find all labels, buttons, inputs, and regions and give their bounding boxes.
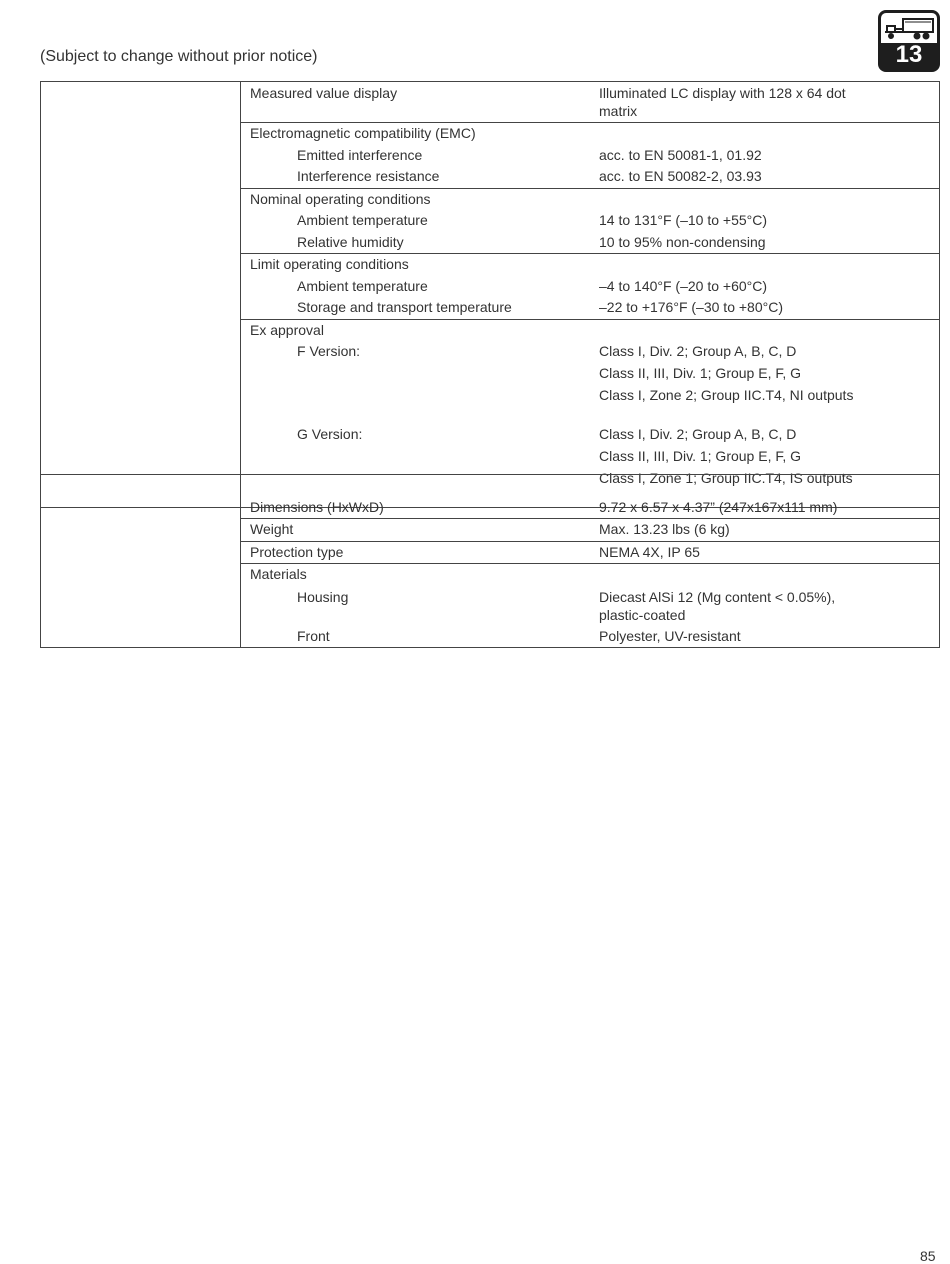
spec-label [250,446,590,468]
section-label-cell [41,475,241,648]
section-label-cell [41,82,241,508]
spec-value: Illuminated LC display with 128 x 64 dot matrix [599,85,846,119]
spec-label-cell [241,541,591,564]
technical-data-table-2 [40,474,940,648]
spec-label-cell [241,188,591,254]
spec-value: Class I, Div. 2; Group A, B, C, D [599,426,797,442]
spec-value: acc. to EN 50082-2, 03.93 [599,168,762,184]
spec-value: acc. to EN 50081-1, 01.92 [599,146,762,163]
spec-label: Emitted interference [297,146,423,163]
spec-group [41,82,940,123]
spec-value-cell [590,541,940,564]
spec-value-cell [590,519,940,542]
spec-value: 14 to 131°F (–10 to +55°C) [599,212,768,228]
subject-to-change-notice: (Subject to change without prior notice) [40,48,318,65]
spec-label: Dimensions (HxWxD) [250,498,384,515]
chapter-number: 13 [895,41,923,68]
spec-value [599,189,939,211]
spec-value-cell [590,123,940,189]
spec-label [250,384,590,424]
spec-label: Weight [250,521,294,537]
spec-value: –22 to +176°F (–30 to +80°C) [599,299,783,315]
spec-value-cell [590,82,940,123]
spec-value: 10 to 95% non-condensing [599,233,766,250]
spec-label: Protection type [250,543,344,560]
spec-label: Limit operating conditions [250,256,409,272]
spec-label [250,475,590,497]
spec-label-cell [241,82,591,123]
page-number: 85 [920,1248,936,1264]
trailer-truck-icon [881,13,937,43]
spec-value: Class II, III, Div. 1; Group E, F, G [599,364,802,381]
spec-label-cell [241,519,591,542]
spec-label-cell [241,475,591,519]
spec-value [599,123,939,145]
spec-label-cell [241,123,591,189]
spec-label: Storage and transport temperature [297,299,512,315]
spec-value: –4 to 140°F (–20 to +60°C) [599,277,768,294]
spec-value-cell [590,188,940,254]
spec-value [599,564,939,586]
spec-value: Class II, III, Div. 1; Group E, F, G [599,447,802,464]
spec-value: Class I, Zone 2; Group IIC.T4, NI outputs [599,387,854,403]
spec-value: Polyester, UV-resistant [599,627,741,644]
spec-value-cell [590,475,940,519]
spec-label: Materials [250,566,307,582]
spec-label: Nominal operating conditions [250,190,431,207]
spec-label: F Version: [297,343,361,359]
spec-label [250,363,590,385]
spec-label: Ex approval [250,321,324,338]
spec-label: Ambient temperature [297,212,428,228]
spec-label: Interference resistance [297,168,440,184]
spec-label-cell [241,254,591,320]
spec-value: NEMA 4X, IP 65 [599,543,700,560]
spec-label: Housing [297,588,349,605]
chapter-badge [878,10,940,72]
technical-data-table-1 [40,81,940,508]
spec-label-cell [241,564,591,648]
spec-value: Class I, Zone 1; Group IIC.T4, IS outputs [599,470,853,486]
spec-label: Relative humidity [297,233,404,250]
spec-label: Ambient temperature [297,277,428,294]
spec-value [599,475,939,497]
spec-value [599,254,939,276]
spec-label: G Version: [297,426,363,442]
spec-value-cell [590,254,940,320]
spec-value: 9.72 x 6.57 x 4.37” (247x167x111 mm) [599,498,838,515]
spec-label: Electromagnetic compatibility (EMC) [250,125,476,141]
spec-value [599,320,939,342]
spec-label: Measured value display [250,85,398,101]
spec-value: Diecast AlSi 12 (Mg content < 0.05%), plastic-coated [599,588,836,623]
spec-value: Max. 13.23 lbs (6 kg) [599,521,730,537]
spec-value-cell [590,564,940,648]
spec-value: Class I, Div. 2; Group A, B, C, D [599,343,797,359]
spec-label: Front [297,627,330,644]
spec-group [41,475,940,519]
